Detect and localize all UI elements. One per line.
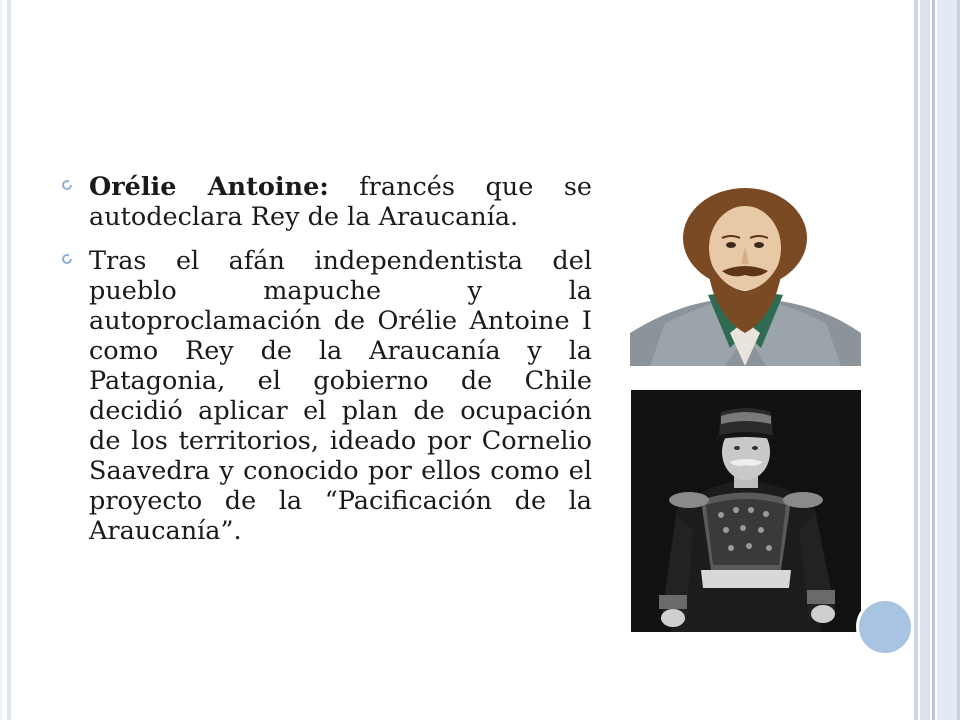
- portrait-orelie-antoine: [630, 183, 861, 366]
- bullet-icon: [62, 180, 72, 190]
- bullet-bold-label: Orélie Antoine:: [89, 172, 329, 202]
- decorative-circle: [856, 598, 914, 656]
- bullet-text: Tras el afán independentista del pueblo mapuche y la autoproclamación de Orélie Antoine I como Rey de la Araucanía y la Patagonia, el gobierno de Chile decidió aplicar el plan de ocupación de los territorios, ideado por Cornelio Saavedra y conocido por ellos como el proyecto de la “Pacificación de la Araucanía”.: [89, 246, 592, 546]
- bullet-text: francés que se autodeclara Rey de la Araucanía.: [89, 172, 592, 232]
- frame-line: [0, 0, 2, 720]
- bullet-list: [62, 172, 592, 560]
- right-border-stripe: [914, 0, 918, 720]
- frame-line: [7, 0, 11, 720]
- bullet-icon: [62, 254, 72, 264]
- bullet-item: [62, 172, 592, 232]
- portrait-drawing: [630, 183, 861, 366]
- portrait-drawing: [631, 390, 861, 632]
- portrait-cornelio-saavedra: [631, 390, 861, 632]
- right-border-stripe: [937, 0, 957, 720]
- right-border-stripe: [920, 0, 930, 720]
- right-border-stripe: [932, 0, 935, 720]
- bullet-item: [62, 246, 592, 546]
